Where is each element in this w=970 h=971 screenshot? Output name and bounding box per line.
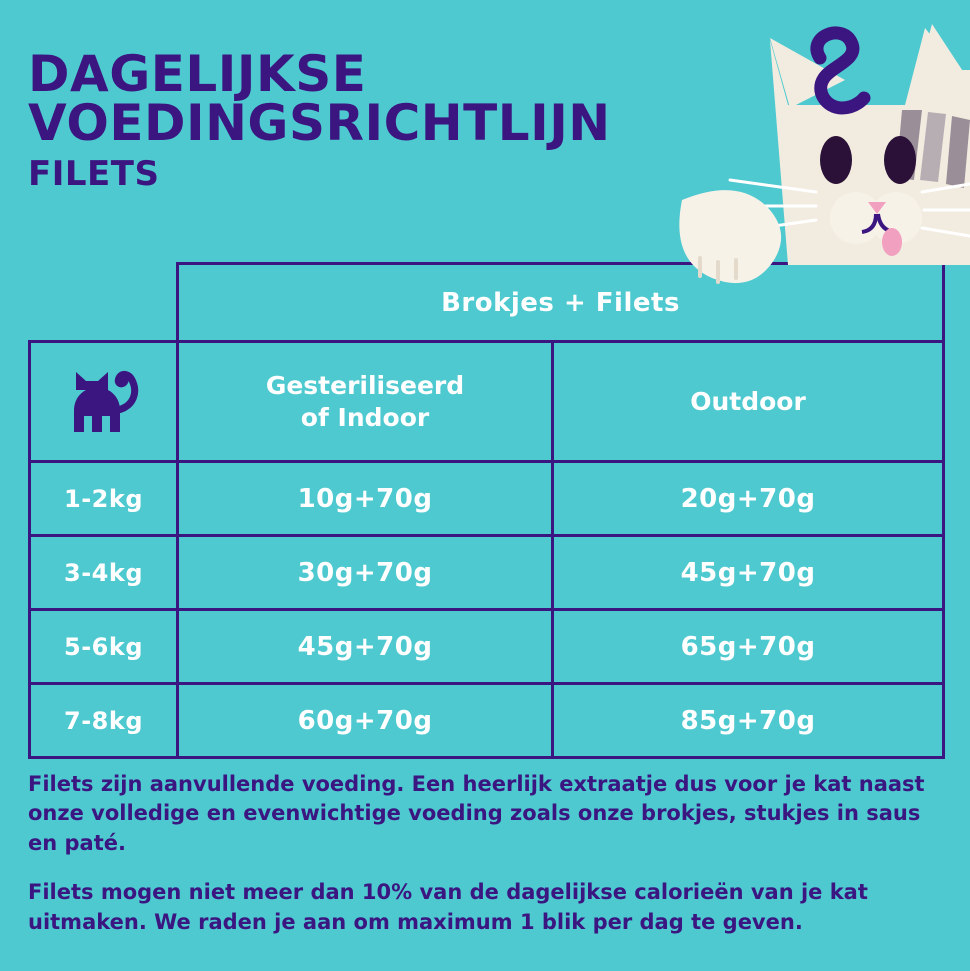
feeding-table-wrapper bbox=[28, 262, 942, 759]
table-row bbox=[30, 684, 944, 758]
cell-outdoor: 45g+70g bbox=[553, 536, 944, 610]
table-row bbox=[30, 536, 944, 610]
cell-outdoor: 85g+70g bbox=[553, 684, 944, 758]
cell-indoor: 30g+70g bbox=[178, 536, 553, 610]
footer-paragraph-2: Filets mogen niet meer dan 10% van de dagelijkse calorieën van je kat uitmaken. We raden je aan om maximum 1 blik per dag te geven. bbox=[28, 880, 868, 934]
table-row bbox=[30, 462, 944, 536]
column-header-indoor bbox=[178, 342, 553, 462]
cell-indoor: 10g+70g bbox=[178, 462, 553, 536]
empty-corner-cell bbox=[30, 264, 178, 342]
title-line-1: DAGELIJKSE bbox=[28, 45, 367, 103]
cat-silhouette-icon bbox=[32, 344, 175, 459]
cell-indoor: 60g+70g bbox=[178, 684, 553, 758]
title-line-2: VOEDINGSRICHTLIJN bbox=[28, 94, 611, 152]
row-weight-label: 1-2kg bbox=[30, 462, 178, 536]
column-header-indoor-line2: of Indoor bbox=[300, 402, 430, 432]
cat-silhouette-cell bbox=[30, 342, 178, 462]
cell-indoor: 45g+70g bbox=[178, 610, 553, 684]
row-weight-label: 5-6kg bbox=[30, 610, 178, 684]
footer-paragraph-1: Filets zijn aanvullende voeding. Een heerlijk extraatje dus voor je kat naast onze volledige en evenwichtige voeding zoals onze brokjes, stukjes in saus en paté. bbox=[28, 772, 925, 855]
row-weight-label: 3-4kg bbox=[30, 536, 178, 610]
column-header-indoor-line1: Gesteriliseerd bbox=[265, 371, 465, 401]
cell-outdoor: 65g+70g bbox=[553, 610, 944, 684]
cat-peeking-illustration bbox=[670, 10, 970, 290]
cell-outdoor: 20g+70g bbox=[553, 462, 944, 536]
group-header-cell: Brokjes + Filets bbox=[178, 264, 944, 342]
table-row-column-headers bbox=[30, 342, 944, 462]
page-title bbox=[28, 45, 611, 194]
table-row bbox=[30, 610, 944, 684]
row-weight-label: 7-8kg bbox=[30, 684, 178, 758]
footer-notes bbox=[28, 770, 928, 957]
column-header-outdoor: Outdoor bbox=[553, 342, 944, 462]
page-subtitle: FILETS bbox=[28, 154, 160, 194]
feeding-table bbox=[28, 262, 945, 759]
